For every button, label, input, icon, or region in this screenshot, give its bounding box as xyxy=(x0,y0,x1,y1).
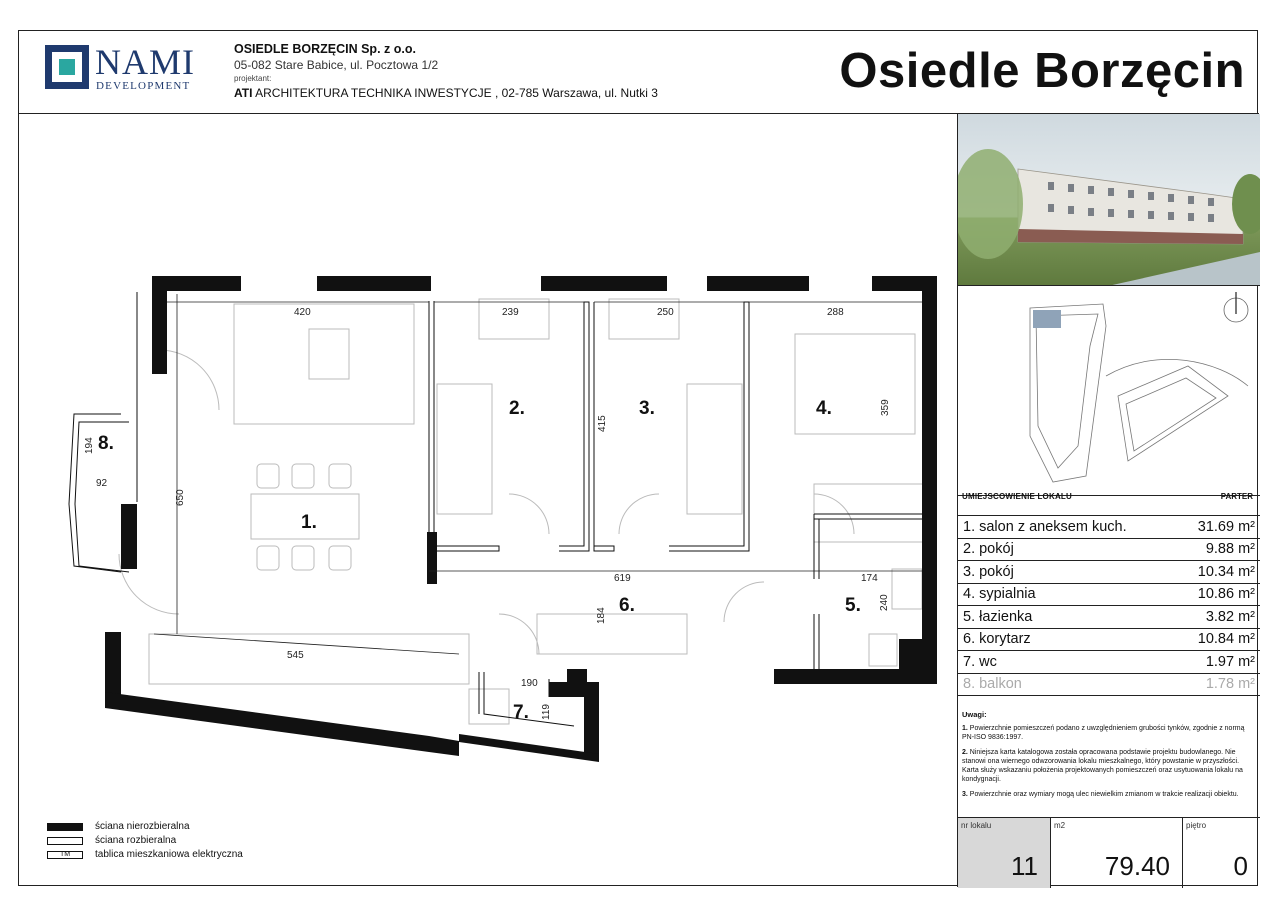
dim-239: 239 xyxy=(502,307,519,318)
dim-545: 545 xyxy=(287,650,304,661)
tm-panel-symbol: TM xyxy=(47,851,83,859)
dim-92: 92 xyxy=(96,478,108,489)
floor-plan-drawing xyxy=(19,114,957,887)
note-text: Powierzchnie oraz wymiary mogą ulec niewielkim zmianom w trakcie realizacji obiektu. xyxy=(967,791,1239,798)
room-label: 4. sypialnia xyxy=(963,586,1036,603)
notes-heading: Uwagi: xyxy=(962,710,987,719)
catalog-sheet xyxy=(18,30,1258,886)
room-number-1: 1. xyxy=(301,512,317,533)
room-label: 6. korytarz xyxy=(963,631,1031,648)
location-title: UMIEJSCOWIENIE LOKALU xyxy=(962,492,1072,501)
nami-logo xyxy=(45,42,225,97)
dim-650: 650 xyxy=(175,489,186,506)
logo-sub: DEVELOPMENT xyxy=(96,80,191,92)
partition-walls xyxy=(69,292,922,726)
floor-plan xyxy=(19,114,957,887)
rooms-table xyxy=(958,515,1260,696)
notes xyxy=(962,710,1256,805)
room-number-2: 2. xyxy=(509,398,525,419)
room-row xyxy=(958,629,1260,652)
dim-240: 240 xyxy=(879,594,890,611)
dim-415: 415 xyxy=(597,415,608,432)
designer-bold: ATI xyxy=(234,86,253,100)
room-label: 8. balkon xyxy=(963,676,1022,693)
dim-359: 359 xyxy=(880,399,891,416)
note-number: 2. xyxy=(962,749,968,756)
room-label: 1. salon z aneksem kuch. xyxy=(963,518,1127,535)
partition-wall-swatch-icon xyxy=(47,837,83,845)
room-row xyxy=(958,584,1260,607)
logo-name: NAMI xyxy=(95,42,195,82)
room-number-3: 3. xyxy=(639,398,655,419)
furniture-lines xyxy=(119,299,924,724)
room-area: 1.97 m² xyxy=(1205,653,1255,670)
dim-190: 190 xyxy=(521,678,538,689)
room-row xyxy=(958,516,1260,539)
room-area: 1.78 m² xyxy=(1205,676,1255,693)
building-render-image xyxy=(958,114,1260,286)
room-row xyxy=(958,539,1260,562)
dim-288: 288 xyxy=(827,307,844,318)
unit-floor-value: 0 xyxy=(1233,851,1248,881)
load-bearing-walls xyxy=(105,276,937,762)
dim-250: 250 xyxy=(657,307,674,318)
location-floor: PARTER xyxy=(1220,492,1253,501)
designer xyxy=(234,85,658,101)
building-render-drawing xyxy=(958,114,1260,286)
unit-floor-label: piętro xyxy=(1186,821,1207,830)
dimension-lines xyxy=(154,294,922,654)
room-label: 7. wc xyxy=(963,653,997,670)
dim-420: 420 xyxy=(294,307,311,318)
site-plan-image xyxy=(958,286,1260,496)
note-2 xyxy=(962,748,1256,784)
note-number: 1. xyxy=(962,725,968,732)
unit-number-label: nr lokalu xyxy=(961,821,992,830)
company-address: 05-082 Stare Babice, ul. Pocztowa 1/2 xyxy=(234,58,439,72)
unit-number-value: 11 xyxy=(1011,851,1038,881)
unit-info xyxy=(958,817,1260,887)
legend-row-hollow xyxy=(47,834,243,848)
dim-194: 194 xyxy=(84,437,95,454)
designer-rest: ARCHITEKTURA TECHNIKA INWESTYCJE , 02-785 Warszawa, ul. Nutki 3 xyxy=(252,86,658,100)
unit-floor-cell xyxy=(1183,818,1260,888)
company-info xyxy=(234,41,658,101)
header xyxy=(19,31,1259,114)
room-area: 31.69 m² xyxy=(1197,518,1255,535)
legend-row-solid xyxy=(47,820,243,834)
unit-area-value: 79.40 xyxy=(1104,851,1170,881)
unit-area-label: m2 xyxy=(1054,821,1066,830)
room-number-8: 8. xyxy=(98,433,114,454)
room-area: 9.88 m² xyxy=(1205,541,1255,558)
room-row xyxy=(958,561,1260,584)
dim-119: 119 xyxy=(541,704,552,720)
room-row xyxy=(958,606,1260,629)
unit-area-cell xyxy=(1051,818,1183,888)
room-label: 2. pokój xyxy=(963,541,1014,558)
dim-619: 619 xyxy=(614,573,631,584)
room-area: 10.84 m² xyxy=(1197,631,1255,648)
page-title: Osiedle Borzęcin xyxy=(839,44,1245,98)
room-number-6: 6. xyxy=(619,595,635,616)
info-column xyxy=(957,114,1259,887)
room-number-4: 4. xyxy=(816,398,832,419)
note-text: Niniejsza karta katalogowa została opracowana podstawie projektu budowlanego. Nie stanowi ona wiernego odwzorowania lokalu mieszkalnego, który powstanie w przyszłości. Karta służy wskazaniu położenia projektowanych pomieszczeń oraz usytuowania lokalu na kondygnacji. xyxy=(962,749,1243,783)
note-1 xyxy=(962,724,1256,742)
room-area: 10.86 m² xyxy=(1197,586,1255,603)
company-name: OSIEDLE BORZĘCIN Sp. z o.o. xyxy=(234,42,416,56)
room-row-balcony xyxy=(958,674,1260,697)
room-number-5: 5. xyxy=(845,595,861,616)
room-label: 5. łazienka xyxy=(963,608,1033,625)
room-row xyxy=(958,651,1260,674)
legend-row-tm xyxy=(47,848,243,862)
note-text: Powierzchnie pomieszczeń podano z uwzględnieniem grubości tynków, zgodnie z normą PN-ISO 9836:1997. xyxy=(962,725,1245,741)
legend xyxy=(47,820,243,862)
legend-label: ściana nierozbieralna xyxy=(95,821,190,832)
legend-label: tablica mieszkaniowa elektryczna xyxy=(95,849,243,860)
room-area: 10.34 m² xyxy=(1197,563,1255,580)
dim-184: 184 xyxy=(596,607,607,624)
legend-label: ściana rozbieralna xyxy=(95,835,177,846)
room-label: 3. pokój xyxy=(963,563,1014,580)
unit-number-cell xyxy=(958,818,1051,888)
room-area: 3.82 m² xyxy=(1205,608,1255,625)
dim-174: 174 xyxy=(861,573,878,584)
site-plan-drawing xyxy=(958,286,1260,496)
room-number-7: 7. xyxy=(513,702,529,723)
logo-mark-icon xyxy=(45,45,89,89)
note-3 xyxy=(962,790,1256,799)
designer-label: projektant: xyxy=(234,74,272,83)
note-number: 3. xyxy=(962,791,968,798)
solid-wall-swatch-icon xyxy=(47,823,83,831)
